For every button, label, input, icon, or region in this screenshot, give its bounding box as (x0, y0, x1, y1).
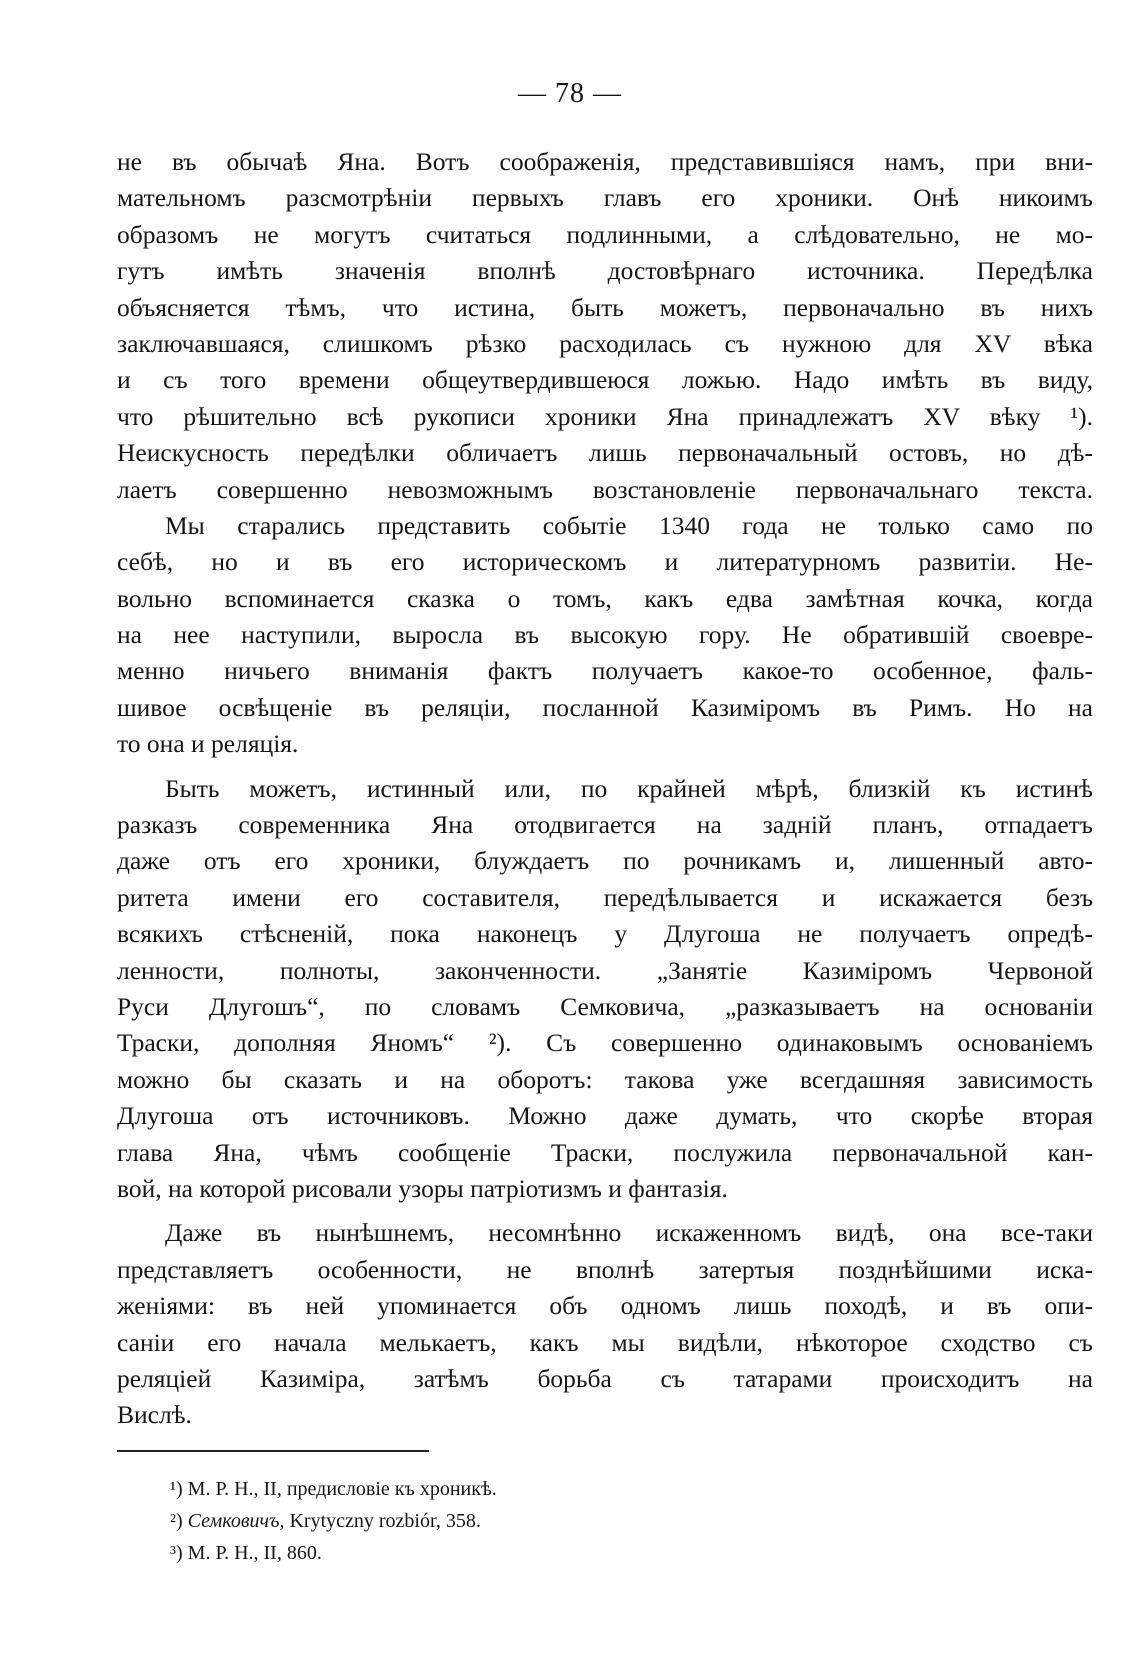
text-line: Неискусность передѣлки обличаетъ лишь первоначальный остовъ, но дѣ- (117, 438, 1093, 468)
footnote-mark: ²) (170, 1510, 183, 1532)
text-line: Даже въ нынѣшнемъ, несомнѣнно искаженномъ видѣ, она все-таки (165, 1218, 1093, 1248)
text-line: Мы старались представить событіе 1340 года не только само по (165, 510, 1093, 540)
page-number: — 78 — (518, 78, 622, 109)
text-line: глава Яна, чѣмъ сообщеніе Траски, послужила первоначальной кан- (117, 1137, 1093, 1167)
text-line: Руси Длугошъ“, по словамъ Семковича, „разказываетъ на основаніи (117, 991, 1093, 1021)
paragraph (117, 508, 1093, 763)
text-line: и съ того времени общеутвердившеюся ложью. Надо имѣть въ виду, (117, 365, 1093, 395)
text-line: Вислѣ. (117, 1400, 192, 1430)
footnote-separator (117, 1450, 429, 1452)
footnote-mark: ³) (170, 1542, 183, 1564)
text-line: можно бы сказать и на оборотъ: такова уже всегдашняя зависимость (117, 1064, 1093, 1094)
text-line: то она и реляція. (117, 729, 299, 759)
text-line: на нее наступили, выросла въ высокую гору. Не обратившій своевре- (117, 620, 1093, 650)
text-line: вольно вспоминается сказка о томъ, какъ едва замѣтная кочка, когда (117, 583, 1093, 613)
text-line: ритета имени его составителя, передѣлывается и искажается безъ (117, 882, 1093, 912)
text-line: даже отъ его хроники, блуждаетъ по рочникамъ и, лишенный авто- (117, 846, 1093, 876)
footnote (170, 1505, 497, 1537)
text-line: себѣ, но и въ его историческомъ и литературномъ развитіи. Не- (117, 547, 1093, 577)
text-line: женіями: въ ней упоминается объ одномъ лишь походѣ, и въ опи- (117, 1291, 1093, 1321)
footnote-text: М. Р. Н., II, 860. (187, 1542, 322, 1564)
footnote-mark: ¹) (170, 1478, 183, 1500)
text-line: вой, на которой рисовали узоры патріотизмъ и фантазія. (117, 1173, 728, 1203)
text-line: что рѣшительно всѣ рукописи хроники Яна принадлежатъ XV вѣку ¹). (117, 401, 1093, 431)
paragraph (117, 1215, 1093, 1433)
text-line: всякихъ стѣсненій, пока наконецъ у Длугоша не получаетъ опредѣ- (117, 919, 1093, 949)
text-line: ленности, полноты, законченности. „Занятіе Казиміромъ Червоной (117, 955, 1093, 985)
text-line: представляетъ особенности, не вполнѣ затертыя позднѣйшими иска- (117, 1254, 1093, 1284)
footnote-text: Krytyczny rozbiór, 358. (289, 1510, 481, 1532)
text-line: мательномъ разсмотрѣніи первыхъ главъ его хроники. Онѣ никоимъ (117, 183, 1093, 213)
text-line: объясняется тѣмъ, что истина, быть можетъ, первоначально въ нихъ (117, 292, 1093, 322)
body-text (117, 144, 1093, 1434)
footnote (170, 1537, 497, 1569)
text-line: лаетъ совершенно невозможнымъ возстановленіе первоначальнаго текста. (117, 474, 1093, 504)
paragraph (117, 144, 1093, 508)
text-line: менно ничьего вниманія фактъ получаетъ какое-то особенное, фаль- (117, 656, 1093, 686)
text-line: разказъ современника Яна отодвигается на задній планъ, отпадаетъ (117, 810, 1093, 840)
paragraph (117, 771, 1093, 1208)
text-line: гутъ имѣть значенія вполнѣ достовѣрнаго источника. Передѣлка (117, 256, 1093, 286)
footnote-text: М. Р. Н., II, предисловіе къ хроникѣ. (187, 1478, 497, 1500)
text-line: не въ обычаѣ Яна. Вотъ соображенія, представившіяся намъ, при вни- (117, 147, 1093, 176)
text-line: шивое освѣщеніе въ реляціи, посланной Казиміромъ въ Римъ. Но на (117, 692, 1093, 722)
footnote-author: Семковичъ, (187, 1510, 285, 1532)
footnotes (170, 1473, 497, 1569)
text-line: реляціей Казиміра, затѣмъ борьба съ татарами происходитъ на (117, 1363, 1093, 1393)
footnote (170, 1473, 497, 1505)
text-line: Длугоша отъ источниковъ. Можно даже думать, что скорѣе вторая (117, 1101, 1093, 1131)
text-line: заключавшаяся, слишкомъ рѣзко расходилась съ нужною для XV вѣка (117, 328, 1093, 358)
text-line: образомъ не могутъ считаться подлинными, а слѣдовательно, не мо- (117, 219, 1093, 249)
text-line: саніи его начала мелькаетъ, какъ мы видѣли, нѣкоторое сходство съ (117, 1327, 1093, 1357)
text-line: Быть можетъ, истинный или, по крайней мѣрѣ, близкій къ истинѣ (165, 773, 1093, 803)
text-line: Траски, дополняя Яномъ“ ²). Съ совершенно одинаковымъ основаніемъ (117, 1028, 1093, 1058)
